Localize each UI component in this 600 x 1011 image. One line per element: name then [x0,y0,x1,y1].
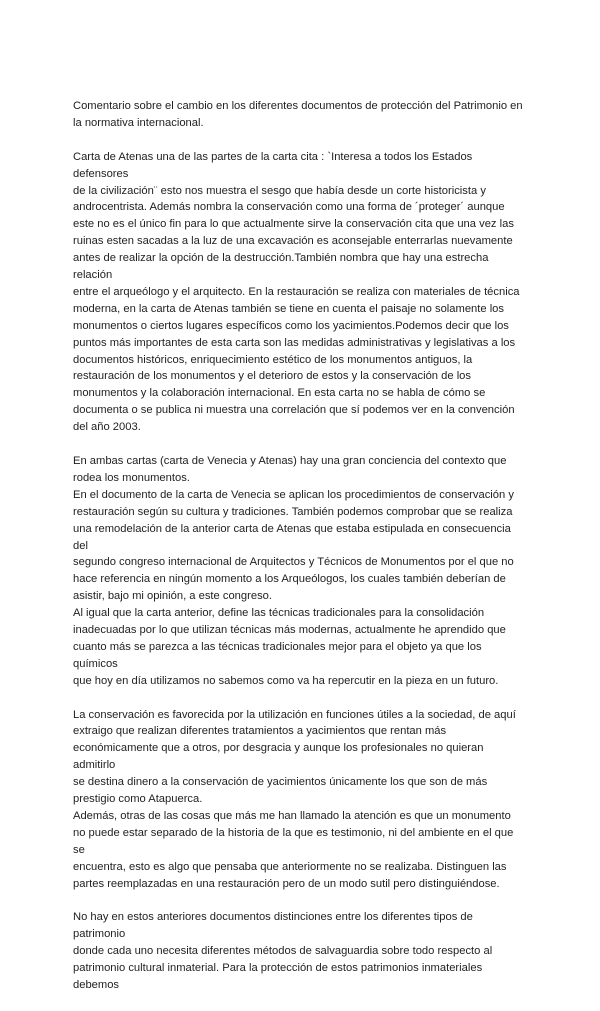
document-title: Comentario sobre el cambio en los diferentes documentos de protección del Patrimonio en la normativa internacional. [73,100,523,129]
paragraph-carta-venecia: En ambas cartas (carta de Venecia y Atenas) hay una gran conciencia del contexto que rodea los monumentos. En el documento de la carta de Venecia se aplican los procedimientos de conservación y restauración según su cultura y tradiciones. También podemos comprobar que se realiza una remodelación de la anterior carta de Atenas que estaba estipulada en consecuencia del segundo congreso internacional de Arquitectos y Técnicos de Monumentos por el que no hace referencia en ningún momento a los Arqueólogos, los cuales también deberían de asistir, bajo mi opinión, a este congreso. Al igual que la carta anterior, define las técnicas tradicionales para la consolidación inadecuadas por lo que utilizan técnicas más modernas, actualmente he aprendido que cuanto más se parezca a las técnicas tradicionales mejor para el objeto ya que los químicos que hoy en día utilizamos no sabemos como va ha repercutir en la pieza en un futuro. [73,455,514,687]
paragraph-carta-atenas: Carta de Atenas una de las partes de la carta cita : `Interesa a todos los Estados defensores de la civilización¨ esto nos muestra el sesgo que había desde un corte historicista y androcentrista. Además nombra la conservación como una forma de ´proteger´ aunque este no es el único fin para lo que actualmente sirve la conservación cita que una vez las ruinas esten sacadas a la luz de una excavación es aconsejable enterrarlas nuevamente antes de realizar la opción de la destrucción.También nombra que hay una estrecha relación entre el arqueólogo y el arquitecto. En la restauración se realiza con materiales de técnica moderna, en la carta de Atenas también se tiene en cuenta el paisaje no solamente los monumentos o ciertos lugares específicos como los yacimientos.Podemos decir que los puntos más importantes de esta carta son las medidas administrativas y legislativas a los documentos históricos, enriquecimiento estético de los monumentos antiguos, la restauración de los monumentos y el deterioro de estos y la conservación de los monumentos y la colaboración internacional. En esta carta no se habla de cómo se documenta o se publica ni muestra una correlación que sí podemos ver en la convención del año 2003. [73,150,520,434]
paragraph-conservacion: La conservación es favorecida por la utilización en funciones útiles a la sociedad, de aquí extraigo que realizan diferentes tratamientos a yacimientos que rentan más económicamente que a otros, por desgracia y aunque los profesionales no quieran admitirlo se destina dinero a la conservación de yacimientos únicamente los que son de más prestigio como Atapuerca. Además, otras de las cosas que más me han llamado la atención es que un monumento no puede estar separado de la historia de la que es testimonio, ni del ambiente en el que se encuentra, esto es algo que pensaba que anteriormente no se realizaba. Distinguen las partes reemplazadas en una restauración pero de un modo sutil pero distinguiéndose. [73,708,516,890]
paragraph-patrimonio-inmaterial: No hay en estos anteriores documentos distinciones entre los diferentes tipos de patrimonio donde cada uno necesita diferentes métodos de salvaguardia sobre todo respecto al patrimonio cultural inmaterial. Para la protección de estos patrimonios inmateriales debemos [73,911,493,992]
document-body [73,98,528,1011]
